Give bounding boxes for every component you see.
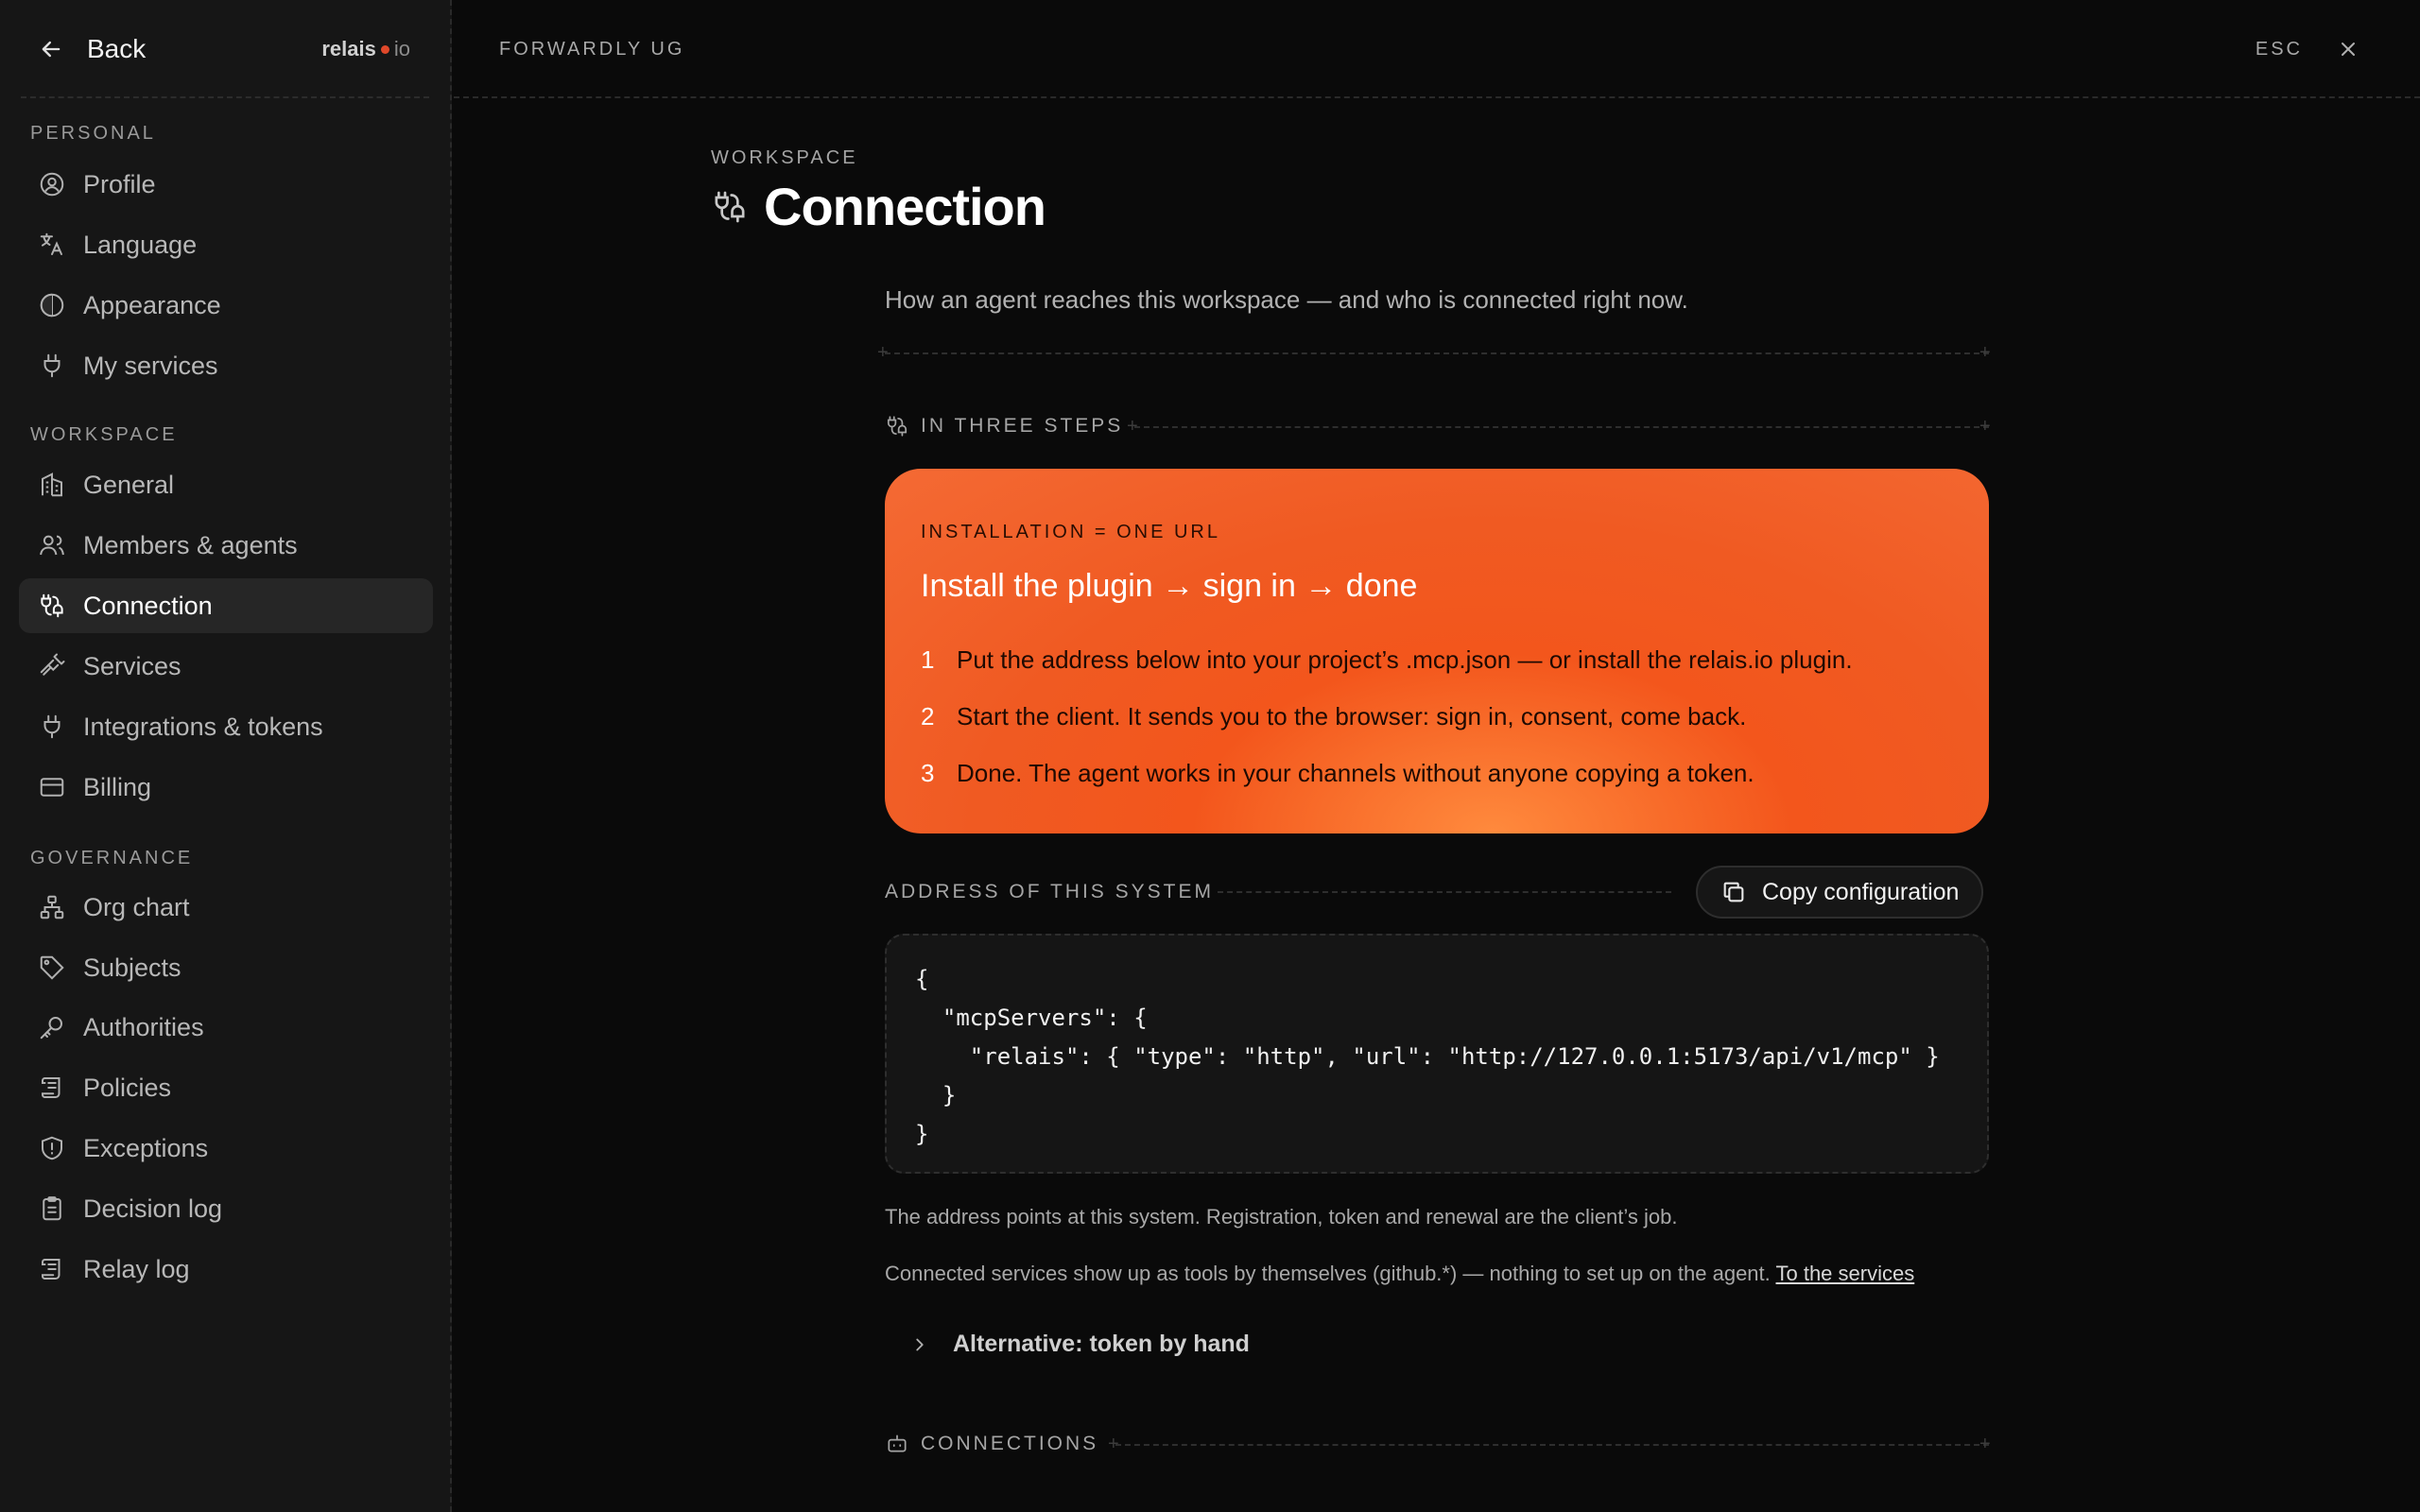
building-icon: [38, 471, 66, 499]
contrast-icon: [38, 291, 66, 319]
services-note-text: Connected services show up as tools by themselves (github.*) — nothing to set up on the agent.: [885, 1262, 1771, 1285]
section-heading-label: IN THREE STEPS: [921, 415, 1124, 437]
page-title-row: [711, 176, 1046, 237]
section-heading-label: CONNECTIONS: [921, 1433, 1099, 1454]
close-icon[interactable]: [2337, 38, 2360, 60]
plug-connect-icon: [38, 652, 66, 680]
sidebar-item-members-agents[interactable]: [19, 518, 433, 573]
sidebar-item-label: Appearance: [83, 290, 221, 319]
tag-icon: [38, 954, 66, 982]
brand-logo: [321, 37, 410, 61]
section-heading-steps: [885, 414, 1123, 438]
sidebar: [0, 0, 452, 1512]
divider-cap: +: [1979, 1434, 1991, 1454]
alternative-token-toggle[interactable]: [909, 1331, 1250, 1358]
sidebar-item-language[interactable]: [19, 217, 433, 272]
sidebar-item-connection[interactable]: [19, 578, 433, 633]
connection-icon: [38, 592, 66, 620]
divider-cap: +: [1108, 1434, 1119, 1454]
step-text: Put the address below into your project’s .mcp.json — or install the relais.io plugin.: [957, 644, 1853, 674]
address-note: The address points at this system. Registration, token and renewal are the client’s job.: [885, 1205, 1678, 1228]
sidebar-item-label: Billing: [83, 772, 152, 801]
step-text: Done. The agent works in your channels without anyone copying a token.: [957, 758, 1754, 787]
install-card: [885, 469, 1989, 833]
divider-cap: +: [1979, 342, 1991, 363]
shield-icon: [38, 1134, 66, 1162]
sidebar-item-label: Members & agents: [83, 530, 298, 559]
sidebar-item-label: General: [83, 470, 175, 499]
sidebar-item-label: Connection: [83, 591, 213, 620]
robot-icon: [885, 1432, 909, 1456]
install-card-title: Install the plugin → sign in → done: [921, 568, 1418, 604]
section-title-workspace: WORKSPACE: [30, 424, 178, 445]
section-heading-connections: [885, 1432, 1098, 1456]
sidebar-item-label: My services: [83, 351, 218, 380]
sidebar-item-policies[interactable]: [19, 1060, 433, 1115]
sidebar-item-authorities[interactable]: [19, 1000, 433, 1055]
divider: [885, 352, 1989, 354]
section-title-governance: GOVERNANCE: [30, 848, 194, 868]
step-number: 3: [921, 758, 935, 787]
org-name: FORWARDLY UG: [499, 38, 685, 60]
org-chart-icon: [38, 893, 66, 921]
list-item: [921, 745, 1953, 801]
sidebar-item-label: Subjects: [83, 953, 182, 982]
divider: [1115, 1444, 1989, 1446]
top-bar: [454, 0, 2420, 98]
sidebar-item-subjects[interactable]: [19, 940, 433, 995]
sidebar-item-billing[interactable]: [19, 760, 433, 815]
clipboard-icon: [38, 1194, 66, 1223]
page-lead: How an agent reaches this workspace — and who is connected right now.: [885, 285, 1688, 314]
page-eyebrow: WORKSPACE: [711, 147, 858, 168]
step-text: Start the client. It sends you to the browser: sign in, consent, come back.: [957, 701, 1747, 730]
sidebar-item-label: Language: [83, 230, 198, 259]
divider-cap: +: [877, 342, 889, 363]
back-button[interactable]: [38, 34, 146, 64]
sidebar-item-my-services[interactable]: [19, 338, 433, 393]
list-item: [921, 631, 1953, 688]
sidebar-item-label: Authorities: [83, 1012, 204, 1041]
sidebar-item-relay-log[interactable]: [19, 1242, 433, 1297]
sidebar-item-label: Org chart: [83, 892, 190, 921]
list-item: [921, 688, 1953, 745]
connection-icon: [885, 414, 909, 438]
sidebar-item-label: Policies: [83, 1073, 172, 1102]
sidebar-item-org-chart[interactable]: [19, 880, 433, 935]
sidebar-item-profile[interactable]: [19, 157, 433, 212]
sidebar-item-label: Decision log: [83, 1194, 223, 1223]
sidebar-item-label: Services: [83, 651, 182, 680]
brand-name: relais: [321, 37, 376, 60]
services-note: [885, 1262, 1914, 1286]
scroll-icon: [38, 1255, 66, 1283]
esc-controls: [2256, 38, 2360, 60]
alternative-token-label: Alternative: token by hand: [953, 1331, 1250, 1357]
section-heading-address: [885, 881, 1214, 903]
sidebar-item-integrations-tokens[interactable]: [19, 699, 433, 754]
section-title-personal: PERSONAL: [30, 123, 156, 144]
back-label: Back: [87, 34, 147, 63]
brand-suffix: io: [393, 37, 410, 60]
sidebar-header: [0, 0, 450, 98]
to-services-link[interactable]: To the services: [1775, 1262, 1915, 1285]
sidebar-item-appearance[interactable]: [19, 278, 433, 333]
divider: [1218, 891, 1671, 893]
sidebar-item-services[interactable]: [19, 639, 433, 694]
step-number: 2: [921, 701, 935, 730]
divider-cap: +: [1127, 416, 1138, 437]
users-icon: [38, 531, 66, 559]
sidebar-item-general[interactable]: [19, 457, 433, 512]
step-number: 1: [921, 644, 935, 674]
scroll-icon: [38, 1074, 66, 1102]
chevron-right-icon: [909, 1334, 930, 1355]
copy-configuration-button[interactable]: [1696, 866, 1983, 919]
sidebar-item-label: Integrations & tokens: [83, 712, 323, 741]
brand-dot: [381, 45, 389, 54]
connection-icon: [711, 188, 749, 226]
sidebar-item-label: Profile: [83, 169, 156, 198]
credit-card-icon: [38, 773, 66, 801]
translate-icon: [38, 231, 66, 259]
install-steps: [921, 631, 1953, 801]
plug-icon: [38, 713, 66, 741]
section-heading-label: ADDRESS OF THIS SYSTEM: [885, 881, 1214, 902]
sidebar-item-decision-log[interactable]: [19, 1181, 433, 1236]
sidebar-item-label: Exceptions: [83, 1133, 209, 1162]
divider: [1134, 426, 1989, 428]
arrow-left-icon: [38, 36, 64, 62]
esc-hint: ESC: [2255, 38, 2303, 60]
sidebar-item-label: Relay log: [83, 1254, 190, 1283]
plug-icon: [38, 352, 66, 380]
copy-icon: [1720, 879, 1747, 905]
user-circle-icon: [38, 170, 66, 198]
sidebar-item-exceptions[interactable]: [19, 1121, 433, 1176]
copy-configuration-label: Copy configuration: [1762, 878, 1960, 905]
install-card-eyebrow: INSTALLATION = ONE URL: [921, 522, 1220, 542]
page-title: Connection: [764, 177, 1046, 236]
config-code-block[interactable]: { "mcpServers": { "relais": { "type": "http", "url": "http://127.0.0.1:5173/api/v1/mcp" } } }: [885, 934, 1989, 1174]
divider-cap: +: [1979, 416, 1991, 437]
key-icon: [38, 1013, 66, 1041]
